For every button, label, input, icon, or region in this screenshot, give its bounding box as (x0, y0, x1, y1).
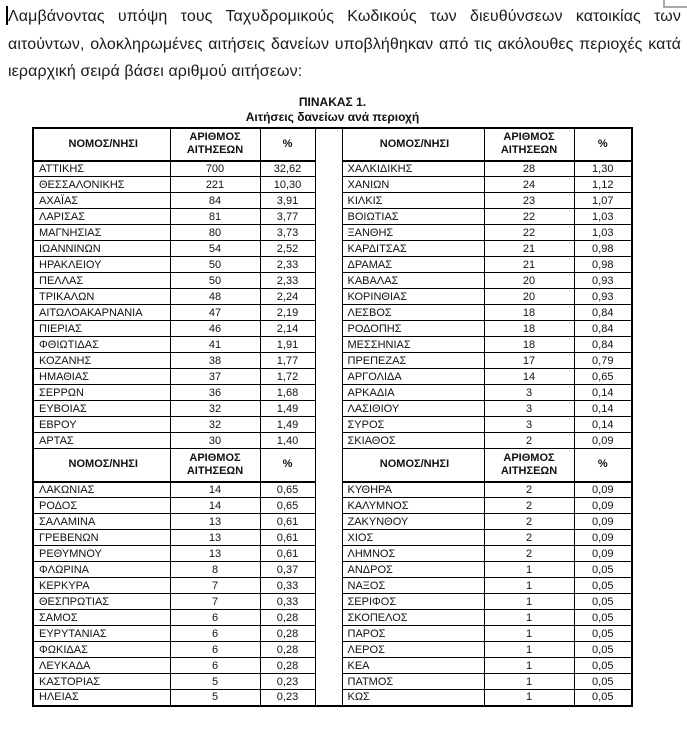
percent-cell: 0,23 (260, 674, 315, 690)
region-cell: ΜΕΣΣΗΝΙΑΣ (342, 337, 484, 353)
column-header-region: ΝΟΜΟΣ/ΝΗΣΙ (342, 128, 484, 161)
region-cell: ΦΛΩΡΙΝΑ (33, 562, 170, 578)
applications-cell: 1 (484, 674, 574, 690)
region-cell: ΤΡΙΚΑΛΩΝ (33, 289, 170, 305)
region-cell: ΘΕΣΠΡΩΤΙΑΣ (33, 594, 170, 610)
applications-cell: 50 (170, 273, 260, 289)
applications-cell: 2 (484, 530, 574, 546)
region-cell: ΛΕΣΒΟΣ (342, 305, 484, 321)
region-cell: ΣΑΛΑΜΙΝΑ (33, 514, 170, 530)
region-cell: ΛΗΜΝΟΣ (342, 546, 484, 562)
table-title-line1: ΠΙΝΑΚΑΣ 1. (298, 94, 367, 109)
percent-cell: 1,07 (574, 193, 632, 209)
table-body (33, 128, 632, 706)
percent-cell: 0,28 (260, 658, 315, 674)
region-cell: ΡΟΔΟΠΗΣ (342, 321, 484, 337)
applications-cell: 17 (484, 353, 574, 369)
applications-cell: 22 (484, 209, 574, 225)
intro-paragraph: Λαμβάνοντας υπόψη τους Ταχυδρομικούς Κωδικούς των διευθύνσεων κατοικίας των αιτούντων, ολοκληρωμένες αιτήσεις δανείων υποβλήθηκαν από τις ακόλουθες περιοχές κατά ιεραρχική σειρά βάσει αριθμού αιτήσεων: (8, 8, 681, 80)
percent-cell: 0,65 (574, 369, 632, 385)
column-header-applications: ΑΡΙΘΜΟΣ ΑΙΤΗΣΕΩΝ (484, 449, 574, 482)
table-title (32, 95, 633, 125)
percent-cell: 1,68 (260, 385, 315, 401)
applications-cell: 6 (170, 610, 260, 626)
percent-cell: 0,61 (260, 530, 315, 546)
region-cell: ΕΥΒΟΙΑΣ (33, 401, 170, 417)
percent-cell: 0,84 (574, 305, 632, 321)
table-title-line2: Αιτήσεις δανείων ανά περιοχή (245, 109, 420, 124)
applications-cell: 37 (170, 369, 260, 385)
region-cell: ΚΕΑ (342, 658, 484, 674)
percent-cell: 0,05 (574, 594, 632, 610)
region-cell: ΑΡΤΑΣ (33, 433, 170, 449)
region-cell: ΙΩΑΝΝΙΝΩΝ (33, 241, 170, 257)
percent-cell: 0,84 (574, 337, 632, 353)
applications-cell: 14 (484, 369, 574, 385)
region-cell: ΑΡΚΑΔΙΑ (342, 385, 484, 401)
region-cell: ΚΑΣΤΟΡΙΑΣ (33, 674, 170, 690)
region-cell: ΚΙΛΚΙΣ (342, 193, 484, 209)
applications-cell: 1 (484, 578, 574, 594)
percent-cell: 0,05 (574, 626, 632, 642)
applications-cell: 18 (484, 321, 574, 337)
region-cell: ΦΩΚΙΔΑΣ (33, 642, 170, 658)
region-cell: ΑΙΤΩΛΟΑΚΑΡΝΑΝΙΑ (33, 305, 170, 321)
percent-cell: 0,61 (260, 546, 315, 562)
region-cell: ΓΡΕΒΕΝΩΝ (33, 530, 170, 546)
applications-cell: 1 (484, 626, 574, 642)
region-cell: ΣΥΡΟΣ (342, 417, 484, 433)
applications-cell: 36 (170, 385, 260, 401)
percent-cell: 0,93 (574, 273, 632, 289)
percent-cell: 0,14 (574, 401, 632, 417)
region-cell: ΣΚΙΑΘΟΣ (342, 433, 484, 449)
column-header-region: ΝΟΜΟΣ/ΝΗΣΙ (33, 128, 170, 161)
percent-cell: 1,12 (574, 177, 632, 193)
table-gap-column (315, 128, 342, 706)
applications-cell: 18 (484, 337, 574, 353)
applications-cell: 1 (484, 658, 574, 674)
region-cell: ΚΕΡΚΥΡΑ (33, 578, 170, 594)
percent-cell: 0,65 (260, 498, 315, 514)
percent-cell: 2,14 (260, 321, 315, 337)
percent-cell: 0,37 (260, 562, 315, 578)
region-cell: ΛΑΡΙΣΑΣ (33, 209, 170, 225)
applications-cell: 5 (170, 690, 260, 706)
region-cell: ΣΕΡΡΩΝ (33, 385, 170, 401)
region-cell: ΚΟΖΑΝΗΣ (33, 353, 170, 369)
column-header-applications: ΑΡΙΘΜΟΣ ΑΙΤΗΣΕΩΝ (170, 449, 260, 482)
region-cell: ΠΡΕΠΕΖΑΣ (342, 353, 484, 369)
applications-cell: 54 (170, 241, 260, 257)
applications-cell: 18 (484, 305, 574, 321)
applications-cell: 2 (484, 514, 574, 530)
region-cell: ΝΑΞΟΣ (342, 578, 484, 594)
applications-cell: 8 (170, 562, 260, 578)
region-cell: ΠΕΛΛΑΣ (33, 273, 170, 289)
region-cell: ΠΑΤΜΟΣ (342, 674, 484, 690)
applications-cell: 84 (170, 193, 260, 209)
applications-cell: 38 (170, 353, 260, 369)
region-cell: ΚΑΒΑΛΑΣ (342, 273, 484, 289)
applications-cell: 80 (170, 225, 260, 241)
region-cell: ΚΥΘΗΡΑ (342, 482, 484, 498)
region-cell: ΑΤΤΙΚΗΣ (33, 161, 170, 177)
applications-cell: 2 (484, 546, 574, 562)
percent-cell: 0,61 (260, 514, 315, 530)
percent-cell: 0,09 (574, 530, 632, 546)
percent-cell: 0,09 (574, 482, 632, 498)
applications-cell: 1 (484, 594, 574, 610)
percent-cell: 0,09 (574, 433, 632, 449)
percent-cell: 0,28 (260, 626, 315, 642)
header-row (33, 128, 632, 161)
percent-cell: 2,19 (260, 305, 315, 321)
percent-cell: 0,14 (574, 417, 632, 433)
applications-cell: 3 (484, 417, 574, 433)
applications-cell: 20 (484, 289, 574, 305)
region-cell: ΞΑΝΘΗΣ (342, 225, 484, 241)
region-cell: ΧΑΝΙΩΝ (342, 177, 484, 193)
percent-cell: 0,09 (574, 498, 632, 514)
region-cell: ΧΙΟΣ (342, 530, 484, 546)
percent-cell: 0,05 (574, 642, 632, 658)
applications-cell: 13 (170, 514, 260, 530)
applications-cell: 7 (170, 594, 260, 610)
percent-cell: 0,28 (260, 610, 315, 626)
percent-cell: 0,23 (260, 690, 315, 706)
percent-cell: 2,52 (260, 241, 315, 257)
percent-cell: 0,05 (574, 690, 632, 706)
column-header-applications: ΑΡΙΘΜΟΣ ΑΙΤΗΣΕΩΝ (484, 128, 574, 161)
applications-cell: 700 (170, 161, 260, 177)
applications-cell: 20 (484, 273, 574, 289)
applications-cell: 30 (170, 433, 260, 449)
region-cell: ΡΕΘΥΜΝΟΥ (33, 546, 170, 562)
region-cell: ΡΟΔΟΣ (33, 498, 170, 514)
percent-cell: 1,91 (260, 337, 315, 353)
percent-cell: 1,72 (260, 369, 315, 385)
percent-cell: 2,24 (260, 289, 315, 305)
column-header-percent: % (260, 128, 315, 161)
region-cell: ΗΛΕΙΑΣ (33, 690, 170, 706)
applications-cell: 22 (484, 225, 574, 241)
percent-cell: 0,05 (574, 674, 632, 690)
applications-cell: 48 (170, 289, 260, 305)
percent-cell: 0,09 (574, 514, 632, 530)
region-cell: ΗΜΑΘΙΑΣ (33, 369, 170, 385)
region-cell: ΖΑΚΥΝΘΟΥ (342, 514, 484, 530)
column-header-region: ΝΟΜΟΣ/ΝΗΣΙ (342, 449, 484, 482)
region-cell: ΑΡΓΟΛΙΔΑ (342, 369, 484, 385)
applications-cell: 32 (170, 401, 260, 417)
applications-cell: 2 (484, 498, 574, 514)
region-cell: ΑΧΑΪΑΣ (33, 193, 170, 209)
applications-cell: 6 (170, 642, 260, 658)
applications-cell: 21 (484, 241, 574, 257)
percent-cell: 10,30 (260, 177, 315, 193)
percent-cell: 0,28 (260, 642, 315, 658)
applications-cell: 14 (170, 482, 260, 498)
applications-cell: 50 (170, 257, 260, 273)
percent-cell: 1,30 (574, 161, 632, 177)
percent-cell: 3,91 (260, 193, 315, 209)
applications-cell: 47 (170, 305, 260, 321)
applications-cell: 21 (484, 257, 574, 273)
percent-cell: 0,98 (574, 241, 632, 257)
region-cell: ΚΩΣ (342, 690, 484, 706)
column-header-percent: % (574, 128, 632, 161)
percent-cell: 0,33 (260, 578, 315, 594)
percent-cell: 3,77 (260, 209, 315, 225)
applications-cell: 13 (170, 546, 260, 562)
applications-cell: 1 (484, 610, 574, 626)
region-cell: ΔΡΑΜΑΣ (342, 257, 484, 273)
region-cell: ΕΒΡΟΥ (33, 417, 170, 433)
percent-cell: 3,73 (260, 225, 315, 241)
loan-applications-table (32, 127, 633, 707)
region-cell: ΧΑΛΚΙΔΙΚΗΣ (342, 161, 484, 177)
percent-cell: 1,03 (574, 209, 632, 225)
percent-cell: 1,49 (260, 401, 315, 417)
region-cell: ΚΑΡΔΙΤΣΑΣ (342, 241, 484, 257)
percent-cell: 0,84 (574, 321, 632, 337)
percent-cell: 2,33 (260, 257, 315, 273)
applications-cell: 1 (484, 562, 574, 578)
region-cell: ΒΟΙΩΤΙΑΣ (342, 209, 484, 225)
percent-cell: 0,33 (260, 594, 315, 610)
region-cell: ΣΑΜΟΣ (33, 610, 170, 626)
region-cell: ΘΕΣΣΑΛΟΝΙΚΗΣ (33, 177, 170, 193)
applications-cell: 46 (170, 321, 260, 337)
column-header-applications: ΑΡΙΘΜΟΣ ΑΙΤΗΣΕΩΝ (170, 128, 260, 161)
applications-cell: 24 (484, 177, 574, 193)
percent-cell: 0,05 (574, 658, 632, 674)
applications-cell: 5 (170, 674, 260, 690)
percent-cell: 0,65 (260, 482, 315, 498)
percent-cell: 1,40 (260, 433, 315, 449)
percent-cell: 0,98 (574, 257, 632, 273)
region-cell: ΚΑΛΥΜΝΟΣ (342, 498, 484, 514)
percent-cell: 1,03 (574, 225, 632, 241)
percent-cell: 1,77 (260, 353, 315, 369)
region-cell: ΛΕΥΚΑΔΑ (33, 658, 170, 674)
applications-cell: 32 (170, 417, 260, 433)
percent-cell: 0,05 (574, 578, 632, 594)
applications-cell: 28 (484, 161, 574, 177)
applications-cell: 1 (484, 642, 574, 658)
applications-cell: 6 (170, 658, 260, 674)
percent-cell: 0,14 (574, 385, 632, 401)
percent-cell: 32,62 (260, 161, 315, 177)
percent-cell: 2,33 (260, 273, 315, 289)
percent-cell: 0,05 (574, 610, 632, 626)
region-cell: ΣΚΟΠΕΛΟΣ (342, 610, 484, 626)
applications-cell: 2 (484, 482, 574, 498)
region-cell: ΑΝΔΡΟΣ (342, 562, 484, 578)
applications-cell: 81 (170, 209, 260, 225)
column-header-percent: % (574, 449, 632, 482)
applications-cell: 221 (170, 177, 260, 193)
applications-cell: 41 (170, 337, 260, 353)
applications-cell: 13 (170, 530, 260, 546)
percent-cell: 0,09 (574, 546, 632, 562)
region-cell: ΠΑΡΟΣ (342, 626, 484, 642)
applications-cell: 3 (484, 385, 574, 401)
applications-cell: 1 (484, 690, 574, 706)
percent-cell: 0,93 (574, 289, 632, 305)
region-cell: ΛΑΣΙΘΙΟΥ (342, 401, 484, 417)
region-cell: ΛΕΡΟΣ (342, 642, 484, 658)
text-cursor (6, 6, 8, 25)
applications-cell: 7 (170, 578, 260, 594)
region-cell: ΛΑΚΩΝΙΑΣ (33, 482, 170, 498)
region-cell: ΣΕΡΙΦΟΣ (342, 594, 484, 610)
applications-cell: 23 (484, 193, 574, 209)
region-cell: ΜΑΓΝΗΣΙΑΣ (33, 225, 170, 241)
corner-ui-fragment (663, 0, 687, 8)
region-cell: ΕΥΡΥΤΑΝΙΑΣ (33, 626, 170, 642)
percent-cell: 0,05 (574, 562, 632, 578)
region-cell: ΗΡΑΚΛΕΙΟΥ (33, 257, 170, 273)
column-header-percent: % (260, 449, 315, 482)
percent-cell: 0,79 (574, 353, 632, 369)
applications-cell: 2 (484, 433, 574, 449)
column-header-region: ΝΟΜΟΣ/ΝΗΣΙ (33, 449, 170, 482)
applications-cell: 14 (170, 498, 260, 514)
region-cell: ΚΟΡΙΝΘΙΑΣ (342, 289, 484, 305)
percent-cell: 1,49 (260, 417, 315, 433)
applications-cell: 3 (484, 401, 574, 417)
region-cell: ΦΘΙΩΤΙΔΑΣ (33, 337, 170, 353)
region-cell: ΠΙΕΡΙΑΣ (33, 321, 170, 337)
applications-cell: 6 (170, 626, 260, 642)
